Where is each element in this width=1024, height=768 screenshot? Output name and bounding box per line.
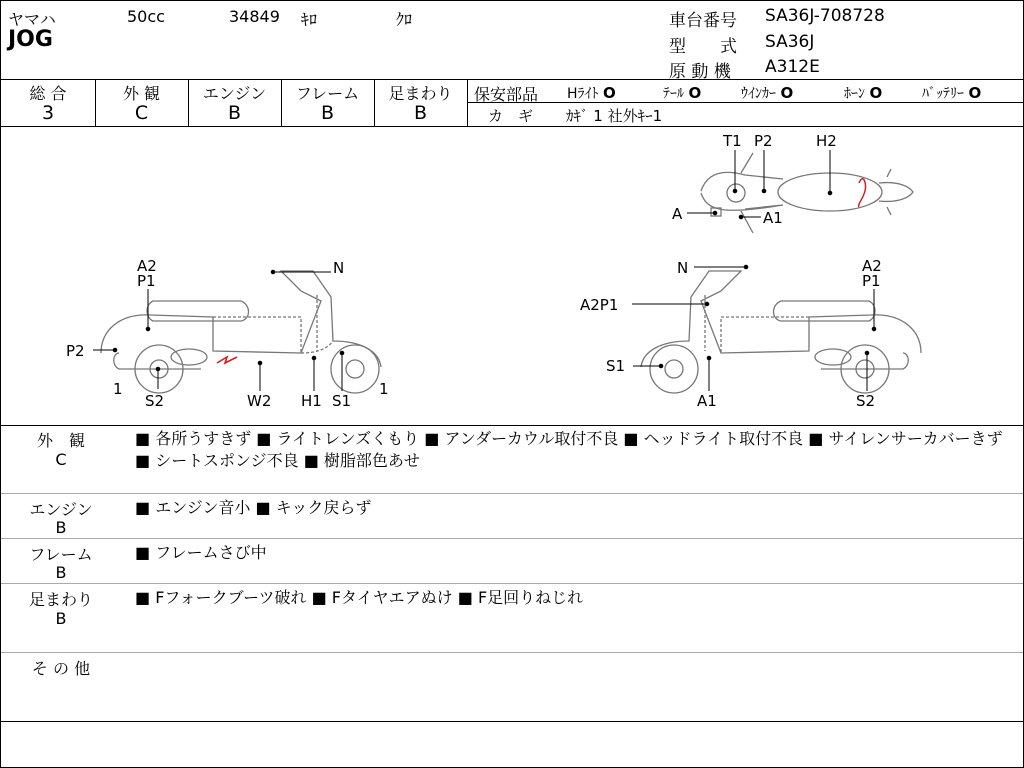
grid-line	[1, 79, 1023, 80]
grade-value-overall: 3	[41, 102, 55, 124]
type-value: SA36J	[765, 32, 815, 52]
label-H2: H2	[816, 132, 837, 150]
safety-item-mark: O	[968, 84, 982, 102]
note-grade-suspension: B	[55, 609, 67, 628]
label-T1: T1	[723, 132, 742, 150]
grid-line	[1, 652, 1023, 653]
grid-line	[1, 425, 1023, 426]
grid-line	[1, 538, 1023, 539]
safety-item-mark: O	[688, 84, 702, 102]
damage-mark	[217, 357, 237, 363]
grid-line	[1, 583, 1023, 584]
label-A1: A1	[697, 392, 717, 410]
maker: ヤマハ	[8, 10, 56, 29]
label-A: A	[672, 205, 683, 223]
label-N: N	[333, 259, 345, 277]
engine-label: 原 動 機	[669, 62, 731, 82]
frame-no: SA36J-708728	[765, 6, 885, 26]
note-text-exterior: ■ 各所うすきず ■ ライトレンズくもり ■ アンダーカウル取付不良 ■ ヘッドライト取付不良 ■ サイレンサーカバーきず ■ シートスポンジ不良 ■ 樹脂部色あせ	[135, 429, 1003, 470]
grade-label-suspension: 足まわり	[388, 84, 453, 103]
grid-line	[1, 721, 1023, 722]
label-S2: S2	[145, 392, 165, 410]
note-category-suspension: 足まわり	[28, 590, 93, 609]
label-P2: P2	[66, 342, 85, 360]
scooter-top-view	[701, 153, 913, 233]
damage-mark	[859, 179, 866, 207]
right-view-labels	[580, 257, 882, 410]
safety-item-name: ﾃｰﾙ	[663, 86, 684, 102]
label-P1: P1	[137, 272, 156, 290]
safety-label: 保安部品	[474, 85, 539, 104]
key-value: ｶｷﾞ 1 社外ｷｰ1	[566, 107, 663, 125]
safety-item-name: ﾎｰﾝ	[844, 86, 865, 102]
note-grade-exterior: C	[55, 450, 67, 469]
safety-item-winker	[741, 83, 793, 103]
label-W2: W2	[247, 392, 272, 410]
grade-value-exterior: C	[134, 102, 149, 124]
label-S1: S1	[606, 357, 626, 375]
grade-label-frame: フレーム	[295, 84, 360, 103]
note-category-frame: フレーム	[29, 545, 93, 564]
mileage: 34849	[229, 7, 280, 26]
grade-label-overall: 総 合	[29, 84, 67, 103]
label-P1: P1	[862, 272, 881, 290]
note-text-engine: ■ エンジン音小 ■ キック戻らず	[135, 498, 372, 517]
safety-item-name: Hﾗｲﾄ	[567, 86, 599, 102]
note-category-engine: エンジン	[29, 500, 93, 519]
safety-item-taillight	[663, 83, 701, 103]
engine-value: A312E	[765, 57, 820, 77]
note-category-other: そ の 他	[31, 659, 91, 678]
displacement: 50cc	[127, 7, 165, 26]
note-grade-engine: B	[55, 518, 67, 537]
label-N: N	[677, 259, 689, 277]
label-A1: A1	[763, 209, 783, 227]
safety-item-headlight	[567, 83, 616, 103]
label-P2: P2	[754, 132, 773, 150]
safety-item-mark: O	[869, 84, 883, 102]
frame-no-label: 車台番号	[669, 11, 737, 31]
right-view-callouts	[632, 265, 876, 391]
safety-item-battery	[922, 83, 981, 103]
label-1: 1	[113, 380, 123, 398]
note-text-frame: ■ フレームさび中	[135, 543, 267, 562]
key-label: カ ギ	[488, 107, 534, 125]
color: ｸﾛ	[396, 10, 413, 29]
label-1: 1	[379, 380, 389, 398]
note-grade-frame: B	[55, 563, 67, 582]
note-text-suspension: ■ Fフォークブーツ破れ ■ Fタイヤエアぬけ ■ F足回りねじれ	[135, 588, 584, 607]
model-name: JOG	[8, 27, 53, 52]
grade-value-engine: B	[227, 102, 242, 124]
left-view-callouts	[93, 270, 344, 391]
safety-item-horn	[844, 83, 882, 103]
label-S2: S2	[856, 392, 876, 410]
label-A2P1: A2P1	[580, 296, 619, 314]
mileage-unit: ｷﾛ	[301, 10, 318, 29]
note-category-exterior: 外 観	[36, 431, 85, 450]
safety-item-mark: O	[602, 84, 616, 102]
label-A2: A2	[137, 257, 157, 275]
grade-value-frame: B	[320, 102, 335, 124]
grade-label-exterior: 外 観	[122, 84, 161, 103]
safety-item-mark: O	[780, 84, 794, 102]
label-A2: A2	[862, 257, 882, 275]
damage-diagram	[1, 127, 1023, 424]
grid-line	[1, 493, 1023, 494]
type-label: 型 式	[669, 37, 737, 57]
grade-label-engine: エンジン	[202, 84, 267, 103]
grade-value-suspension: B	[413, 102, 428, 124]
safety-item-name: ﾊﾞｯﾃﾘｰ	[922, 86, 964, 102]
safety-item-name: ｳｲﾝｶｰ	[741, 86, 776, 102]
label-H1: H1	[301, 392, 322, 410]
label-S1: S1	[332, 392, 352, 410]
